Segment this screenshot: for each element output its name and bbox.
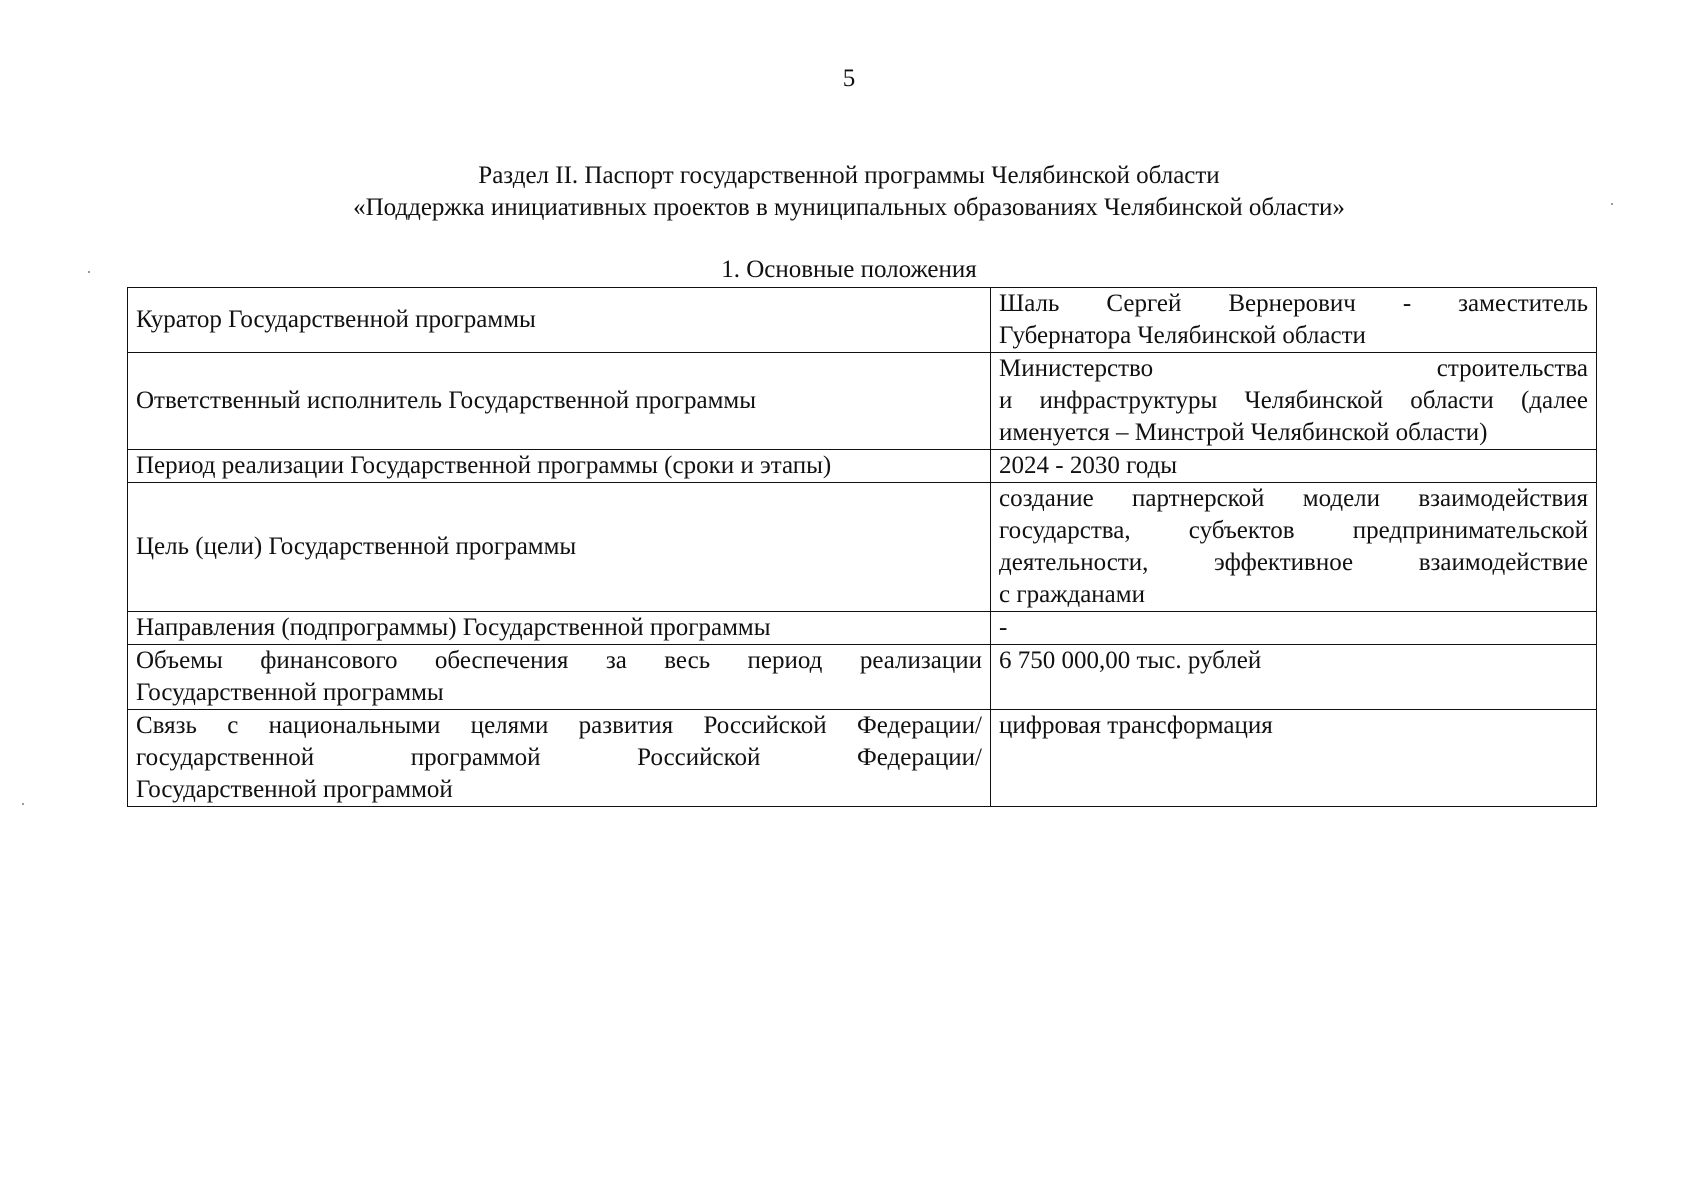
directions-value-line-1: - [999, 614, 1008, 641]
period-label: Период реализации Государственной программы (сроки и этапы) [128, 450, 991, 483]
goals-value-line-4: с гражданами [999, 581, 1145, 608]
section-title [0, 160, 1698, 224]
financing-value [991, 645, 1597, 710]
table-row-directions [128, 612, 1597, 645]
national-goals-value-line-1: цифровая трансформация [999, 712, 1273, 739]
curator-label: Куратор Государственной программы [128, 288, 991, 353]
goals-value-line-2: государства, субъектов предпринимательской [999, 517, 1588, 544]
scan-speck [1611, 203, 1613, 205]
responsible-executor-value-line-3: именуется – Минстрой Челябинской области) [999, 419, 1488, 446]
passport-table [127, 287, 1597, 807]
page-number: 5 [842, 65, 856, 92]
scan-speck [88, 271, 90, 273]
financing-label [128, 645, 991, 710]
responsible-executor-value [991, 353, 1597, 450]
responsible-executor-label: Ответственный исполнитель Государственной программы [128, 353, 991, 450]
section-title-line-1: Раздел II. Паспорт государственной программы Челябинской области [478, 162, 1220, 189]
period-value [991, 450, 1597, 483]
table-row-financing [128, 645, 1597, 710]
section-title-line-2: «Поддержка инициативных проектов в муниципальных образованиях Челябинской области» [353, 194, 1345, 221]
goals-label: Цель (цели) Государственной программы [128, 483, 991, 612]
financing-label-line-2: Государственной программы [136, 679, 444, 706]
national-goals-label-line-2: государственной программой Российской Федерации/ [136, 744, 982, 771]
table-caption: 1. Основные положения [721, 256, 977, 283]
curator-value-line-1: Шаль Сергей Вернерович - заместитель [999, 290, 1588, 317]
national-goals-label-line-1: Связь с национальными целями развития Российской Федерации/ [136, 712, 982, 739]
financing-label-line-1: Объемы финансового обеспечения за весь период реализации [136, 647, 982, 674]
responsible-executor-value-line-1: Министерство строительства [999, 355, 1588, 382]
directions-value [991, 612, 1597, 645]
directions-label: Направления (подпрограммы) Государственной программы [128, 612, 991, 645]
national-goals-label [128, 710, 991, 807]
national-goals-label-line-3: Государственной программой [136, 776, 453, 803]
goals-value [991, 483, 1597, 612]
national-goals-value [991, 710, 1597, 807]
scan-speck [22, 803, 24, 805]
curator-value [991, 288, 1597, 353]
curator-value-line-2: Губернатора Челябинской области [999, 322, 1366, 349]
table-row-curator [128, 288, 1597, 353]
financing-value-line-1: 6 750 000,00 тыс. рублей [999, 647, 1262, 674]
goals-value-line-1: создание партнерской модели взаимодействия [999, 485, 1588, 512]
goals-value-line-3: деятельности, эффективное взаимодействие [999, 549, 1588, 576]
responsible-executor-value-line-2: и инфраструктуры Челябинской области (далее [999, 387, 1588, 414]
table-row-goals [128, 483, 1597, 612]
period-value-line-1: 2024 - 2030 годы [999, 452, 1178, 479]
table-row-responsible-executor [128, 353, 1597, 450]
table-row-national-goals [128, 710, 1597, 807]
table-row-period [128, 450, 1597, 483]
